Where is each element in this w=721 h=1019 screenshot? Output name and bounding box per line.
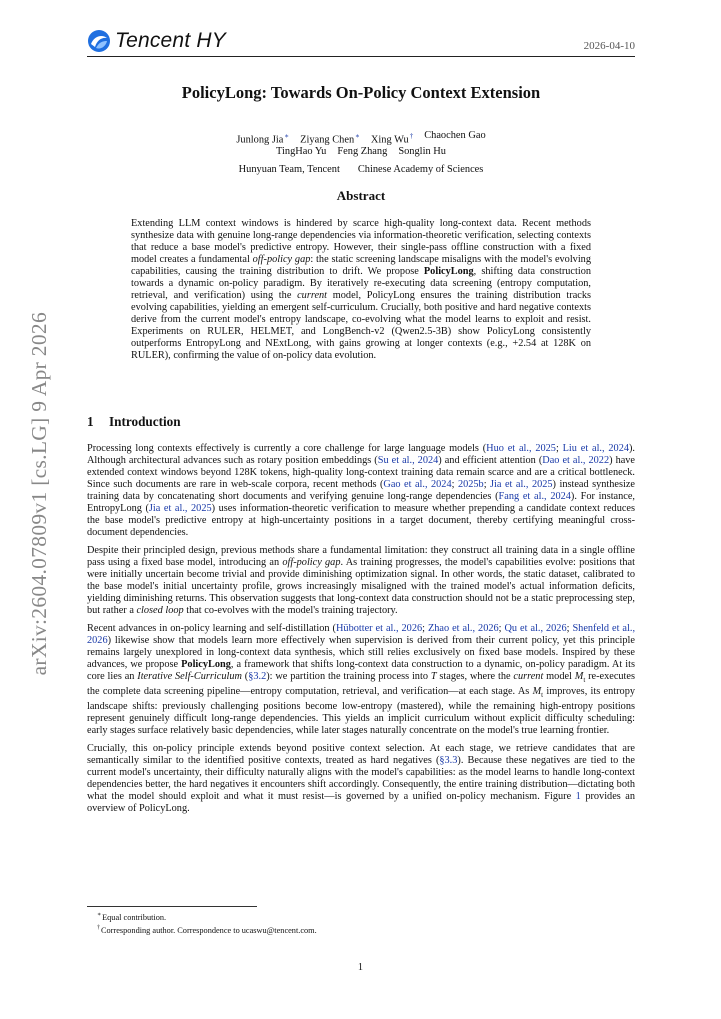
- citation-link[interactable]: Fang et al., 2024: [498, 491, 571, 502]
- author: Junlong Jia∗: [236, 132, 290, 146]
- author: Chaochen Gao: [424, 130, 486, 141]
- tencent-hy-logo: [87, 28, 226, 54]
- header-date: 2026-04-10: [583, 40, 635, 52]
- author-list: [87, 130, 635, 158]
- author-line-1: [87, 130, 635, 146]
- paragraph: Processing long contexts effectively is currently a core challenge for large language models (Huo et al., 2025; Liu et al., 2024). Although architectural advances such as rotary position embeddings (Su et al., 2024) and efficient attention (Dao et al., 2022) have extended context windows beyond 128K tokens, high-quality long-context training data remain scarce and are a critical bottleneck. Since such documents are rare in web-scale corpora, recent methods (Gao et al., 2024; 2025b; Jia et al., 2025) instead synthesize training data by concatenating short documents and verifying genuine long-range dependencies (Fang et al., 2024). For instance, EntropyLong (Jia et al., 2025) uses information-theoretic verification to measure whether prepending a candidate context reduces the base model's predictive entropy at high-uncertainty positions in a target document, thereby certifying meaningful cross-document dependencies.: [87, 443, 636, 538]
- citation-link[interactable]: Dao et al., 2022: [542, 455, 610, 466]
- author: Feng Zhang: [337, 146, 388, 158]
- section-heading: [87, 414, 181, 430]
- footnote-divider: [87, 906, 257, 907]
- footnote: ∗Equal contribution.: [97, 912, 167, 922]
- author-line-2: [87, 146, 635, 158]
- affiliation: Chinese Academy of Sciences: [357, 164, 484, 175]
- affiliation: Hunyuan Team, Tencent: [238, 164, 340, 175]
- paper-title: PolicyLong: Towards On-Policy Context Extension: [181, 83, 541, 102]
- author: Xing Wu†: [370, 132, 414, 146]
- abstract-text: Extending LLM context windows is hindered by scarce high-quality long-context data. Recent methods synthesize data with genuine long-range dependencies via information-theoretic verification, selecting contexts that reduce a base model's predictive entropy. However, their single-pass offline construction with a fixed model creates a fundamental off-policy gap: the static screening landscape misaligns with the model's evolving capabilities, causing the training distribution to drift. We propose PolicyLong, shifting data construction towards a dynamic on-policy paradigm. By iteratively re-executing data screening (entropy computation, retrieval, and verification) using the current model, PolicyLong ensures the training distribution tracks evolving capabilities, yielding an emergent self-curriculum. Crucially, both positive and hard negative contexts derive from the current model's entropy landscape, co-evolving what the model learns to exploit and resist. Experiments on RULER, HELMET, and LongBench-v2 (Qwen2.5-3B) show PolicyLong consistently outperforms EntropyLong and NExtLong, with gains growing at longer contexts (e.g., +2.54 at 128K on RULER), confirming the value of on-policy data evolution.: [131, 218, 591, 361]
- citation-link[interactable]: Jia et al., 2025: [148, 503, 212, 514]
- citation-link[interactable]: Qu et al., 2026: [504, 623, 567, 634]
- paragraph: Crucially, this on-policy principle extends beyond positive context selection. At each stage, we retrieve candidates that are semantically similar to the identified positive contexts, treated as hard negatives (§3.3). Because these negatives are tied to the current model's uncertainty, their difficulty naturally aligns with the model's capabilities: as the model learns to handle long-context dependencies better, the hard negatives it encounters shift accordingly. Consequently, the entire training distribution—dictating both what the model should exploit and what it must resist—is governed by a unified on-policy mechanism. Figure 1 provides an overview of PolicyLong.: [87, 743, 636, 815]
- figure-reference-link[interactable]: 1: [575, 791, 581, 803]
- citation-link[interactable]: Jia et al., 2025: [490, 479, 553, 490]
- section-title: Introduction: [109, 414, 181, 429]
- citation-link[interactable]: Liu et al., 2024: [562, 443, 629, 454]
- footnotes: [87, 910, 317, 937]
- paragraph: Recent advances in on-policy learning and self-distillation (Hübotter et al., 2026; Zhao et al., 2026; Qu et al., 2026; Shenfeld et al., 2026) likewise show that models learn more effectively when supervision is derived from their current policy, yet this principle remains largely unexplored in long-context data synthesis, which still relies exclusively on fixed base models. Inspired by these advances, we propose PolicyLong, a framework that shifts long-context data construction to a dynamic, on-policy paradigm. At its core lies an Iterative Self-Curriculum (§3.2): we partition the training process into T stages, where the current model $M_t$ re-executes the complete data screening pipeline—entropy computation, retrieval, and verification—at each stage. As $M_t$ improves, its entropy landscape shifts: previously challenging positions become low-entropy (mastered), while the remaining high-entropy positions represent genuinely difficult long-range dependencies. This yields an implicit curriculum without explicit difficulty scheduling: early stages surface relatively basic dependencies, while later stages naturally concentrate on the model's true learning frontier.: [87, 623, 636, 737]
- citation-link[interactable]: Su et al., 2024: [377, 455, 439, 466]
- citation-link[interactable]: Zhao et al., 2026: [427, 623, 499, 634]
- header-divider: [87, 56, 635, 57]
- author: TingHao Yu: [276, 146, 327, 158]
- tencent-hy-swirl-icon: [87, 29, 111, 53]
- author: Ziyang Chen∗: [300, 132, 360, 146]
- body-text: [87, 443, 635, 821]
- footnote: †Corresponding author. Correspondence to ucaswu@tencent.com.: [97, 925, 317, 936]
- affiliations: [87, 164, 635, 175]
- citation-link[interactable]: Hübotter et al., 2026: [335, 623, 423, 634]
- logo-text: Tencent HY: [115, 29, 226, 52]
- citation-link[interactable]: Shenfeld et al., 2026: [87, 623, 636, 646]
- citation-link[interactable]: Gao et al., 2024: [383, 479, 452, 490]
- paragraph: Despite their principled design, previous methods share a fundamental limitation: they construct all training data in a single offline pass using a fixed base model, introducing an off-policy gap. As training progresses, the model's capabilities evolve: positions that were initially uncertain become trivial and provide diminishing optimization signal. In other words, the static dataset, calibrated to the base model's initial uncertainty profile, grows increasingly misaligned with the trained model's actual information deficits, yielding diminishing returns. This observation suggests that long-context data construction should not be a static preprocessing step, but rather a closed loop that co-evolves with the model's training trajectory.: [87, 545, 635, 616]
- page-number: 1: [357, 962, 364, 973]
- author: Songlin Hu: [398, 146, 446, 158]
- arxiv-identifier-container: [19, 304, 59, 684]
- citation-link[interactable]: 2025b: [457, 479, 484, 490]
- section-reference-link[interactable]: §3.3: [439, 755, 458, 767]
- section-number: 1: [87, 414, 94, 429]
- section-reference-link[interactable]: §3.2: [248, 671, 267, 682]
- citation-link[interactable]: Huo et al., 2025: [486, 443, 556, 454]
- abstract-heading: Abstract: [336, 188, 386, 203]
- arxiv-identifier: arXiv:2604.07809v1 [cs.LG] 9 Apr 2026: [26, 312, 51, 676]
